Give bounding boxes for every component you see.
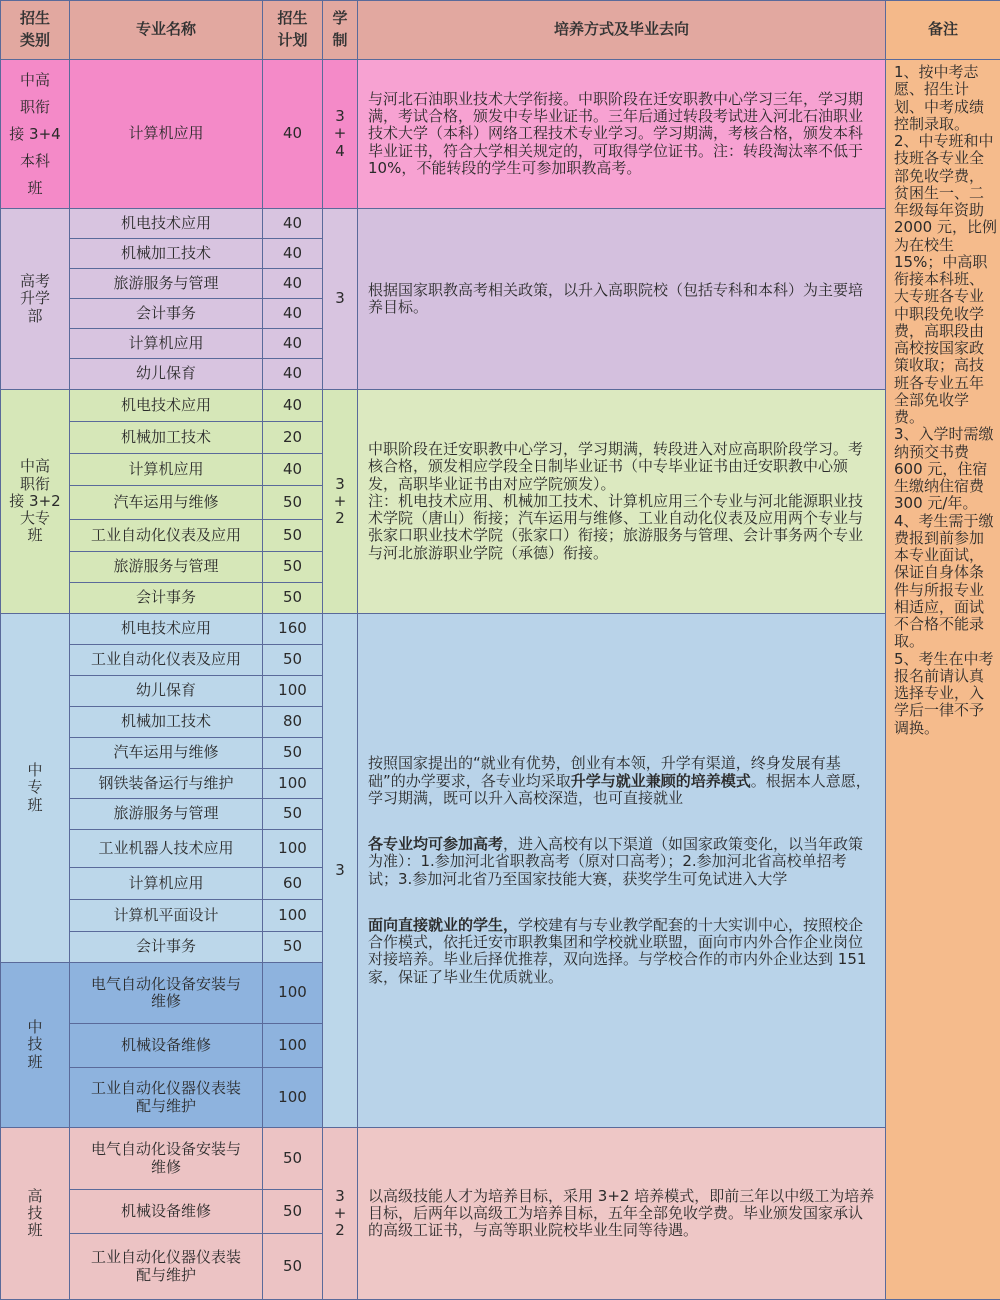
plan-cell: 100	[263, 1024, 323, 1068]
notes-cell	[886, 60, 1000, 1300]
table-row	[1, 614, 1000, 645]
plan-cell: 50	[263, 932, 323, 963]
major-cell: 机械加工技术	[70, 239, 263, 269]
emphasis-text: 升学与就业兼顾的培养模式	[571, 772, 751, 790]
major-cell: 幼儿保育	[70, 359, 263, 390]
major-cell: 计算机应用	[70, 868, 263, 900]
years-cell: 3 + 2	[323, 1128, 358, 1300]
plan-cell: 40	[263, 239, 323, 269]
major-cell: 机械设备维修	[70, 1024, 263, 1068]
years-cell: 3	[323, 614, 358, 1128]
major-cell: 电气自动化设备安装与 维修	[70, 963, 263, 1024]
major-cell: 机电技术应用	[70, 614, 263, 645]
major-cell: 计算机应用	[70, 329, 263, 359]
header-plan: 招生 计划	[263, 1, 323, 60]
table-row	[1, 60, 1000, 209]
description-note: 注：机电技术应用、机械加工技术、计算机应用三个专业与河北能源职业技术学院（唐山）衔接；汽车运用与维修、工业自动化仪表及应用两个专业与张家口职业技术学院（张家口）衔接；旅游服务与管理、会计事务两个专业与河北旅游职业学院（承德）衔接。	[368, 493, 875, 562]
major-cell: 工业自动化仪表及应用	[70, 520, 263, 552]
description-text: 中职阶段在迁安职教中心学习，学习期满，转段进入对应高职阶段学习。考核合格，颁发相应学段全日制毕业证书（中专毕业证书由迁安职教中心颁发，高职毕业证书由对应学院颁发）。	[368, 441, 875, 493]
note-item: 2、中专班和中技班各专业全部免收学费，贫困生一、二年级每年资助 2000 元，比例为在校生 15%；中高职衔接本科班、大专班各专业中职段免收学费，高职段由高校按国家政策收取；高技班各专业五年全部免收学费。	[894, 133, 997, 426]
header-years: 学 制	[323, 1, 358, 60]
plan-cell: 50	[263, 552, 323, 583]
plan-cell: 40	[263, 329, 323, 359]
plan-cell: 40	[263, 269, 323, 299]
plan-cell: 160	[263, 614, 323, 645]
plan-cell: 50	[263, 1190, 323, 1234]
training-description	[358, 614, 886, 1128]
header-notes: 备注	[886, 1, 1000, 60]
table-row	[1, 1128, 1000, 1190]
description-text: 各专业均可参加高考，进入高校有以下渠道（如国家政策变化，以当年政策为准）：1.参加河北省职教高考（原对口高考）；2.参加河北省高校单招考试；3.参加河北省乃至国家技能大赛，获奖学生可免试进入大学	[368, 836, 875, 888]
years-cell: 3	[323, 209, 358, 390]
plan-cell: 50	[263, 520, 323, 552]
training-description	[358, 60, 886, 209]
major-cell: 电气自动化设备安装与 维修	[70, 1128, 263, 1190]
major-cell: 旅游服务与管理	[70, 269, 263, 299]
description-text: 与河北石油职业技术大学衔接。中职阶段在迁安职教中心学习三年，学习期满，考试合格，颁发中专毕业证书。三年后通过转段考试进入河北石油职业技术大学（本科）网络工程技术专业学习。学习期满，考核合格，颁发本科毕业证书，符合大学相关规定的，可取得学位证书。注：转段淘汰率不低于 10%，不能转段的学生可参加职教高考。	[368, 91, 875, 177]
category-cell: 中高 职衔 接 3+2 大专 班	[1, 390, 70, 614]
plan-cell: 100	[263, 769, 323, 799]
plan-cell: 100	[263, 963, 323, 1024]
table-row	[1, 390, 1000, 422]
plan-cell: 80	[263, 707, 323, 738]
note-item: 1、按中考志愿、招生计划、中考成绩控制录取。	[894, 64, 997, 133]
major-cell: 旅游服务与管理	[70, 799, 263, 830]
plan-cell: 40	[263, 454, 323, 486]
plan-cell: 20	[263, 422, 323, 454]
plan-cell: 50	[263, 645, 323, 676]
major-cell: 计算机平面设计	[70, 900, 263, 932]
plan-cell: 40	[263, 390, 323, 422]
major-cell: 工业机器人技术应用	[70, 830, 263, 868]
major-cell: 汽车运用与维修	[70, 738, 263, 769]
major-cell: 工业自动化仪表及应用	[70, 645, 263, 676]
major-cell: 汽车运用与维修	[70, 486, 263, 520]
major-cell: 会计事务	[70, 932, 263, 963]
major-cell: 机械设备维修	[70, 1190, 263, 1234]
major-cell: 会计事务	[70, 583, 263, 614]
plan-cell: 100	[263, 830, 323, 868]
plan-cell: 50	[263, 1128, 323, 1190]
plan-cell: 50	[263, 1234, 323, 1300]
plan-cell: 40	[263, 299, 323, 329]
category-cell: 中 技 班	[1, 963, 70, 1128]
training-description	[358, 1128, 886, 1300]
major-cell: 计算机应用	[70, 454, 263, 486]
note-item: 4、考生需于缴费报到前参加本专业面试，保证自身体条件与所报专业相适应，面试不合格不能录取。	[894, 513, 997, 651]
major-cell: 旅游服务与管理	[70, 552, 263, 583]
major-cell: 机械加工技术	[70, 422, 263, 454]
category-cell: 中 专 班	[1, 614, 70, 963]
description-text: 面向直接就业的学生，学校建有与专业教学配套的十大实训中心，按照校企合作模式，依托迁安市职教集团和学校就业联盟，面向市内外合作企业岗位对接培养。毕业后择优推荐，双向选择。与学校合作的市内外企业达到 151 家，保证了毕业生优质就业。	[368, 917, 875, 986]
header-category: 招生 类别	[1, 1, 70, 60]
description-text: 根据国家职教高考相关政策，以升入高职院校（包括专科和本科）为主要培养目标。	[368, 282, 875, 317]
major-cell: 工业自动化仪器仪表装 配与维护	[70, 1068, 263, 1128]
category-cell: 高 技 班	[1, 1128, 70, 1300]
plan-cell: 50	[263, 738, 323, 769]
major-cell: 幼儿保育	[70, 676, 263, 707]
years-cell: 3 + 4	[323, 60, 358, 209]
plan-cell: 50	[263, 486, 323, 520]
table-row	[1, 209, 1000, 239]
major-cell: 工业自动化仪器仪表装 配与维护	[70, 1234, 263, 1300]
emphasis-text: 各专业均可参加高考	[368, 835, 503, 853]
major-cell: 计算机应用	[70, 60, 263, 209]
plan-cell: 40	[263, 359, 323, 390]
major-cell: 机电技术应用	[70, 209, 263, 239]
major-cell: 会计事务	[70, 299, 263, 329]
plan-cell: 100	[263, 900, 323, 932]
major-cell: 机电技术应用	[70, 390, 263, 422]
training-description	[358, 390, 886, 614]
plan-cell: 100	[263, 1068, 323, 1128]
plan-cell: 100	[263, 676, 323, 707]
years-cell: 3 + 2	[323, 390, 358, 614]
header-row	[1, 1, 1000, 60]
category-cell: 中高 职衔 接 3+4 本科 班	[1, 60, 70, 209]
plan-cell: 40	[263, 60, 323, 209]
plan-cell: 50	[263, 583, 323, 614]
plan-cell: 40	[263, 209, 323, 239]
category-cell: 高考 升学 部	[1, 209, 70, 390]
description-text: 以高级技能人才为培养目标，采用 3+2 培养模式，即前三年以中级工为培养目标，后两年以高级工为培养目标，五年全部免收学费。毕业颁发国家承认的高级工证书，与高等职业院校毕业生同等待遇。	[368, 1188, 875, 1240]
description-text: 按照国家提出的“就业有优势，创业有本领，升学有渠道，终身发展有基础”的办学要求，各专业均采取升学与就业兼顾的培养模式。根据本人意愿，学习期满，既可以升入高校深造，也可直接就业	[368, 755, 875, 807]
major-cell: 钢铁装备运行与维护	[70, 769, 263, 799]
note-item: 5、考生在中考报名前请认真选择专业，入学后一律不予调换。	[894, 651, 997, 737]
training-description	[358, 209, 886, 390]
plan-cell: 50	[263, 799, 323, 830]
plan-cell: 60	[263, 868, 323, 900]
major-cell: 机械加工技术	[70, 707, 263, 738]
header-training: 培养方式及毕业去向	[358, 1, 886, 60]
header-major: 专业名称	[70, 1, 263, 60]
note-item: 3、入学时需缴纳预交书费 600 元，住宿生缴纳住宿费 300 元/年。	[894, 426, 997, 512]
emphasis-text: 面向直接就业的学生，	[368, 916, 518, 934]
